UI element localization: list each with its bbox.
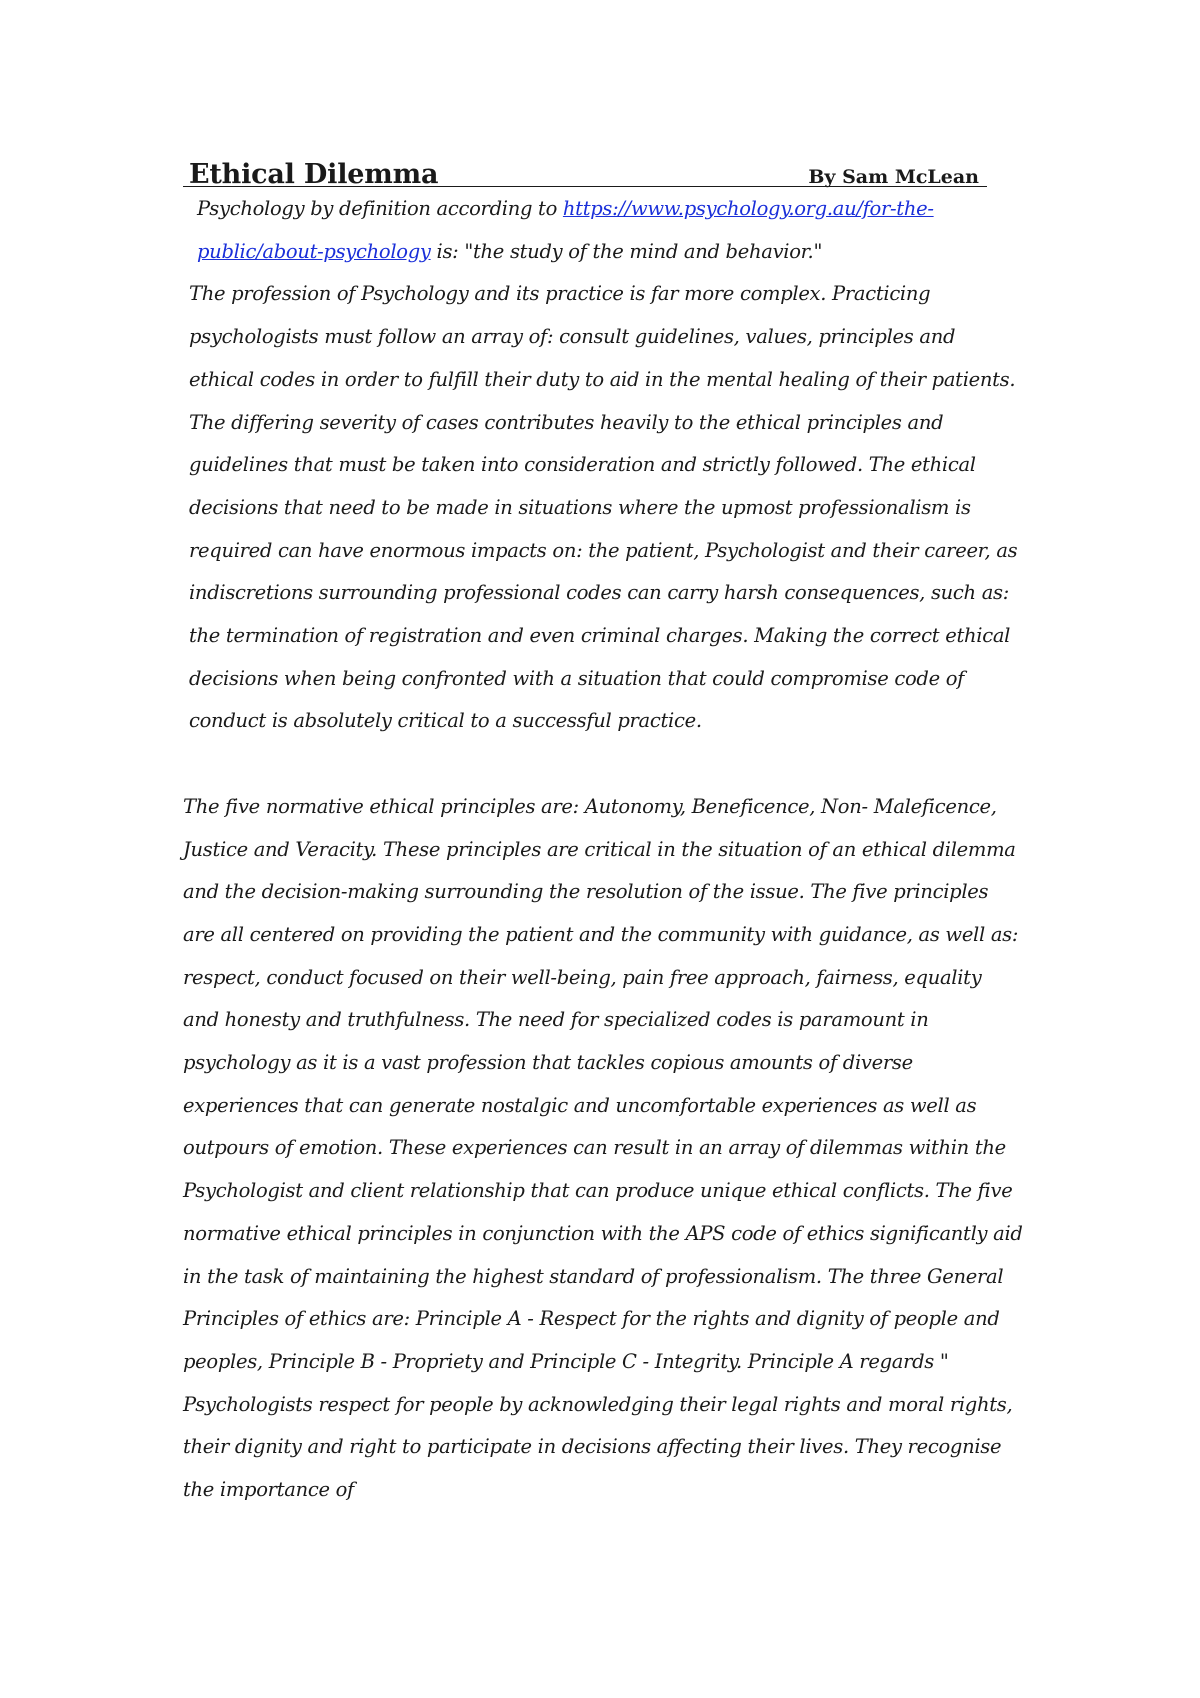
paragraph-gap [183,743,1023,786]
intro-paragraph [183,188,1023,273]
document-body [183,146,1023,1512]
intro-suffix: is: "the study of the mind and behavior." [430,239,823,263]
document-title: Ethical Dilemma [189,159,439,190]
paragraph-principles: The five normative ethical principles are: Autonomy, Beneficence, Non- Maleficence, Justice and Veracity. These principles are critical in the situation of an ethical dilemma and the decision-making surrounding the resolution of the issue. The five principles are all centered on providing the patient and the community with guidance, as well as: respect, conduct focused on their well-being, pain free approach, fairness, equality and honesty and truthfulness. The need for specialized codes is paramount in psychology as it is a vast profession that tackles copious amounts of diverse experiences that can generate nostalgic and uncomfortable experiences as well as outpours of emotion. These experiences can result in an array of dilemmas within the Psychologist and client relationship that can produce unique ethical conflicts. The five normative ethical principles in conjunction with the APS code of ethics significantly aid in the task of maintaining the highest standard of professionalism. The three General Principles of ethics are: Principle A - Respect for the rights and dignity of people and peoples, Principle B - Propriety and Principle C - Integrity. Principle A regards " Psychologists respect for people by acknowledging their legal rights and moral rights, their dignity and right to participate in decisions affecting their lives. They recognise the importance of [183,794,1023,1502]
document-author: By Sam McLean [808,166,979,188]
intro-prefix: Psychology by definition according to [197,197,563,220]
paragraph-profession: The profession of Psychology and its practice is far more complex. Practicing psychologists must follow an array of: consult guidelines, values, principles and ethical codes in order to fulfill their duty to aid in the mental healing of their patients. The differing severity of cases contributes heavily to the ethical principles and guidelines that must be taken into consideration and strictly followed. The ethical decisions that need to be made in situations where the upmost professionalism is required can have enormous impacts on: the patient, Psychologist and their career, as indiscretions surrounding professional codes can carry harsh consequences, such as: the termination of registration and even criminal charges. Making the correct ethical decisions when being confronted with a situation that could compromise code of conduct is absolutely critical to a successful practice. [189,282,1018,733]
title-row [183,146,987,190]
psychology-definition-link[interactable]: https://www.psychology.org.au/for-the-public/about-psychology [197,197,934,263]
